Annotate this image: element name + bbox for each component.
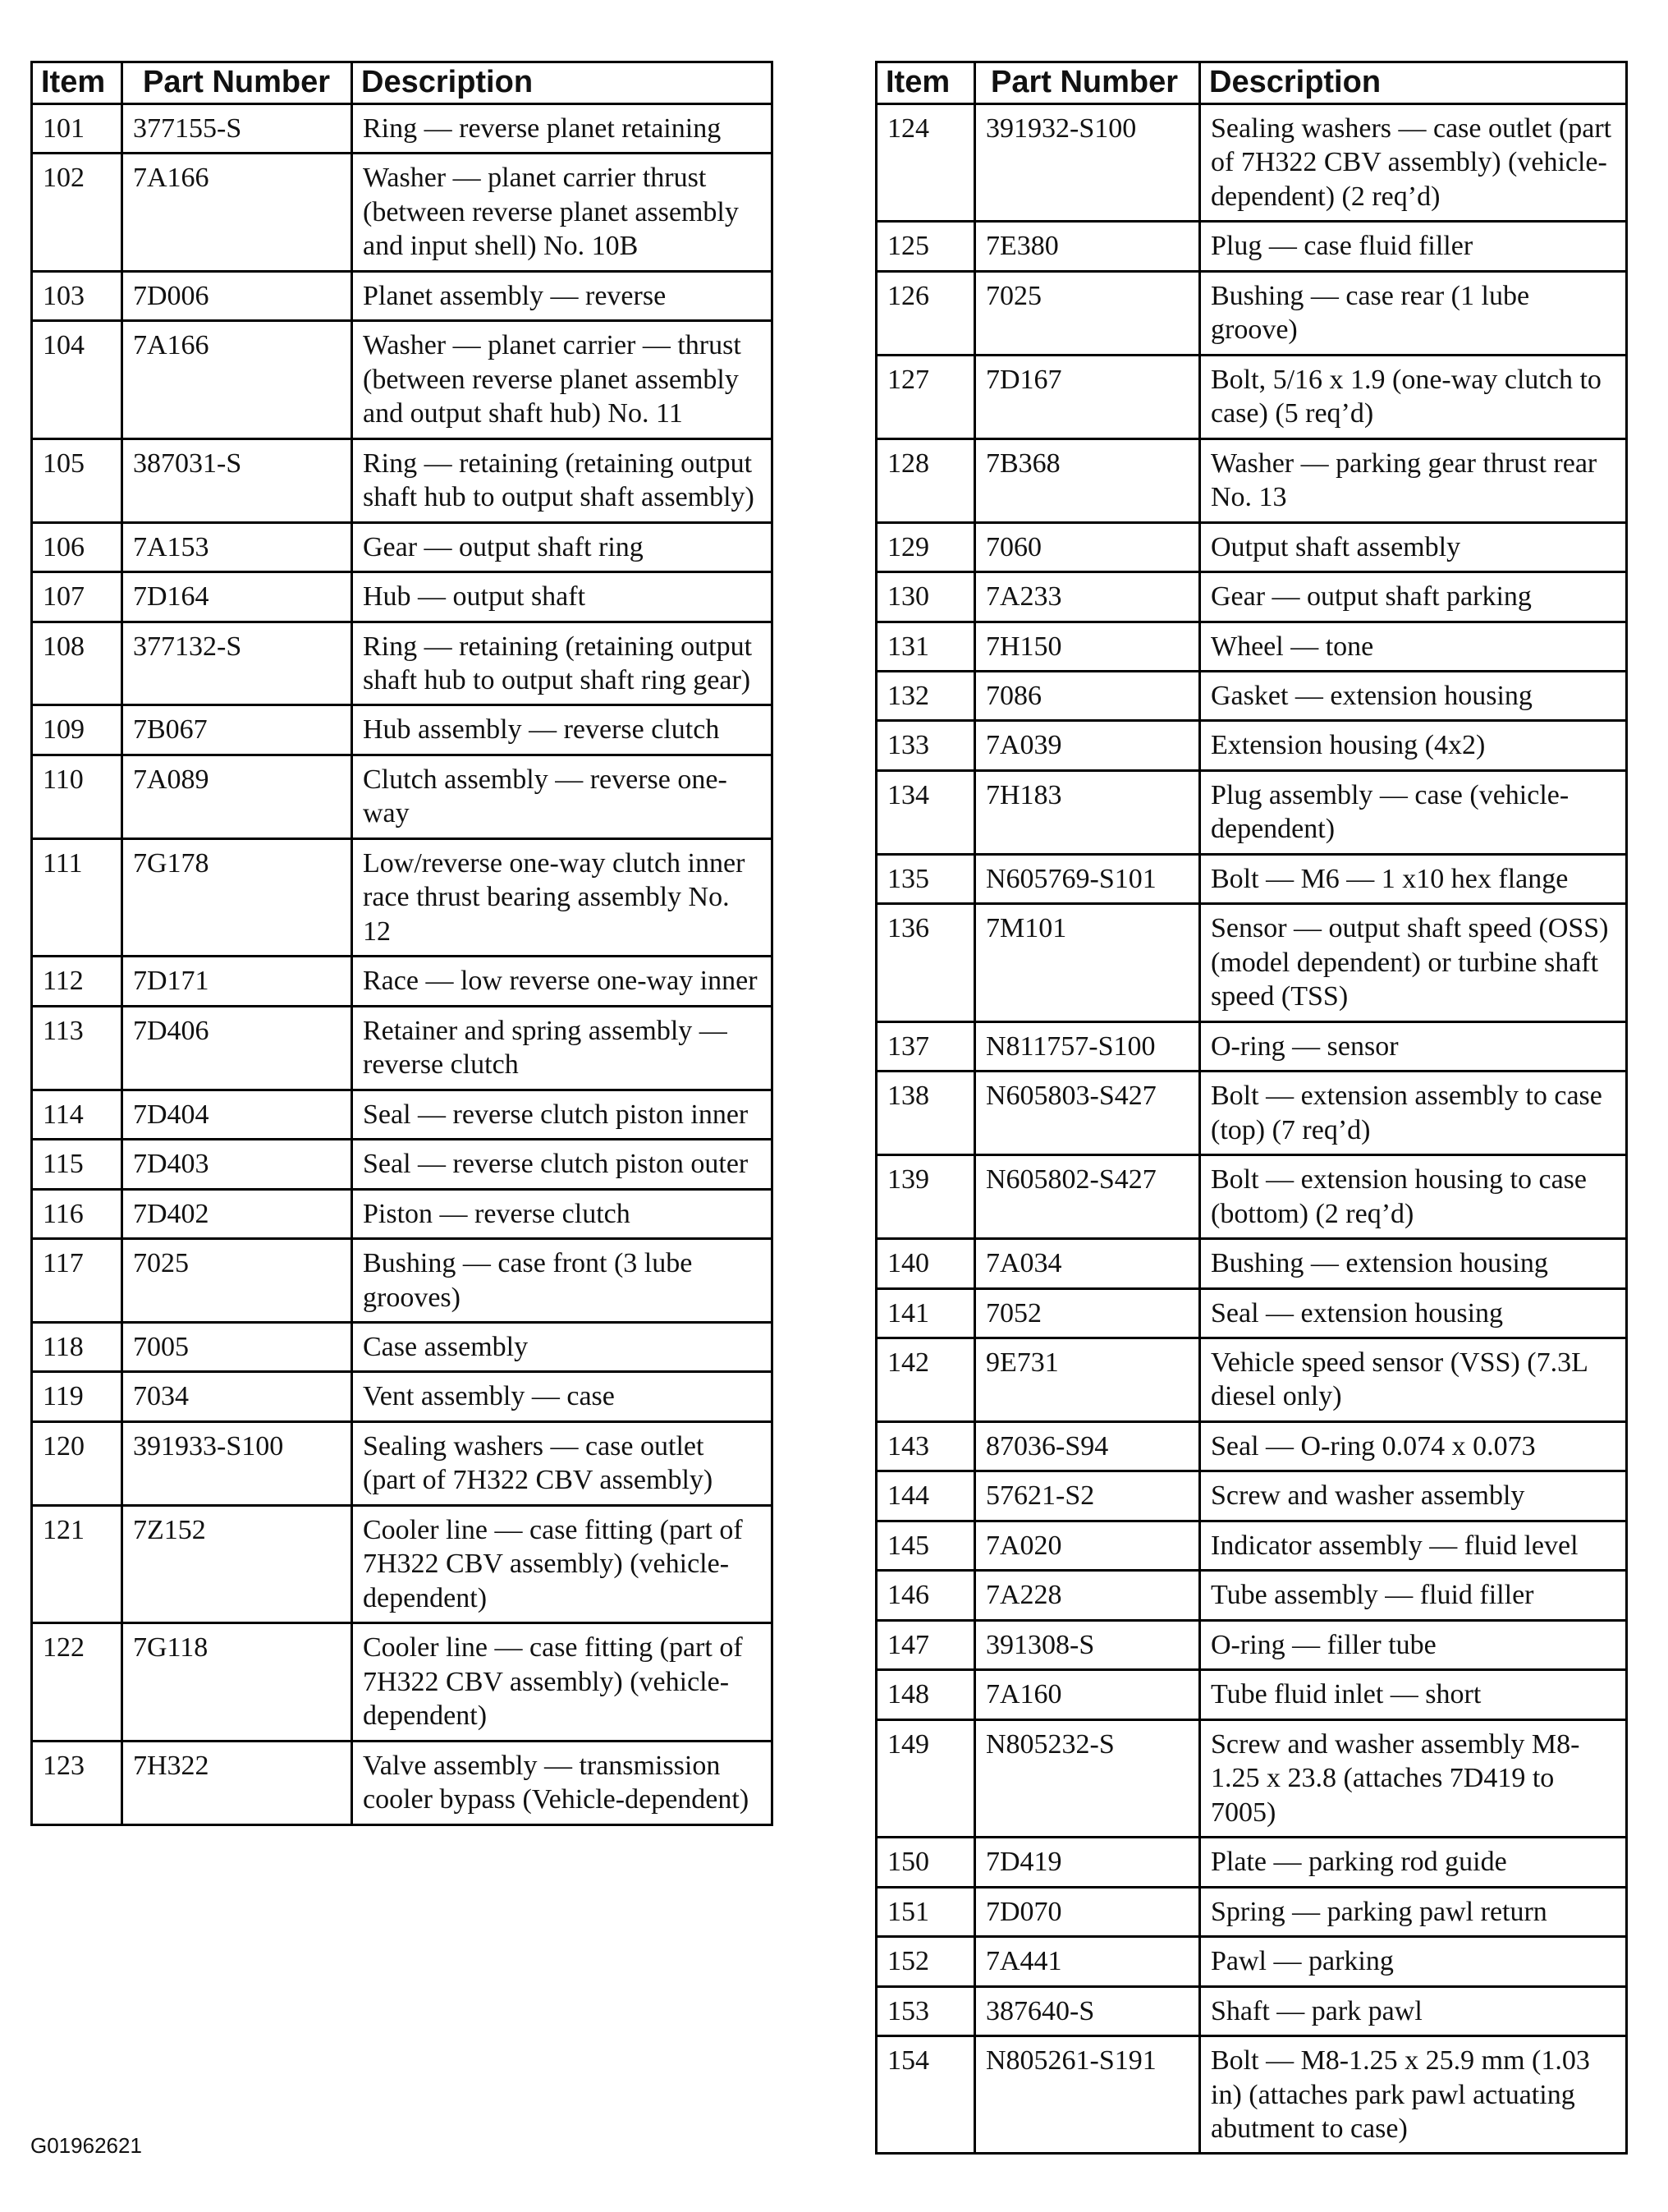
table-row [877,1887,1627,1936]
cell-part-number: 7D167 [975,355,1200,438]
cell-part-number: 7D403 [122,1140,352,1189]
cell-item: 130 [877,572,975,622]
cell-description: O-ring — sensor [1200,1021,1627,1071]
cell-description: Bolt — M8-1.25 x 25.9 mm (1.03 in) (attaches park pawl actuating abutment to case) [1211,2045,1590,2144]
table-row [877,1571,1627,1620]
table-row [32,522,772,571]
cell-item: 110 [32,755,122,838]
cell-description: Valve assembly — transmission cooler bypass (Vehicle-dependent) [363,1750,749,1815]
cell-description: Gear — output shaft parking [1200,572,1627,622]
table-row [877,1021,1627,1071]
cell-item: 107 [32,572,122,622]
cell-description: Hub assembly — reverse clutch [352,705,772,755]
cell-description: Sensor — output shaft speed (OSS) (model dependent) or turbine shaft speed (TSS) [1200,904,1627,1021]
table-row [32,1189,772,1238]
cell-part-number: 7A039 [975,721,1200,770]
cell-part-number: 7D006 [122,271,352,320]
cell-part-number: 7D406 [122,1006,352,1090]
cell-item: 132 [877,671,975,720]
cell-item: 148 [877,1670,975,1719]
cell-item: 112 [32,957,122,1006]
cell-part-number: N605803-S427 [975,1072,1200,1155]
cell-description: Retainer and spring assembly — reverse clutch [352,1006,772,1090]
cell-item: 137 [877,1021,975,1071]
table-row [32,1623,772,1741]
cell-description: Case assembly [352,1323,772,1372]
table-row [877,854,1627,903]
cell-part-number: 7A441 [975,1937,1200,1986]
cell-item: 121 [32,1505,122,1622]
cell-item: 135 [877,854,975,903]
cell-item: 136 [877,904,975,1021]
cell-description: Low/reverse one-way clutch inner race thrust bearing assembly No. 12 [352,838,772,956]
table-row [877,103,1627,221]
cell-part-number: 7A034 [975,1239,1200,1288]
cell-item: 101 [32,103,122,153]
cell-description: Cooler line — case fitting (part of 7H322 CBV assembly) (vehicle-dependent) [352,1623,772,1741]
cell-description: Vehicle speed sensor (VSS) (7.3L diesel only) [1200,1338,1627,1422]
parts-table-right [875,61,1628,2155]
cell-part-number: 7B368 [975,438,1200,522]
table-row [877,1239,1627,1288]
cell-description: Vent assembly — case [352,1372,772,1421]
cell-item: 152 [877,1937,975,1986]
header-item: Item [32,62,122,104]
cell-item: 109 [32,705,122,755]
cell-part-number: 391932-S100 [975,103,1200,221]
table-row [877,1338,1627,1422]
cell-description: Cooler line — case fitting (part of 7H322 CBV assembly) (vehicle-dependent) [352,1505,772,1622]
cell-item: 125 [877,222,975,271]
cell-description: Sealing washers — case outlet (part of 7H322 CBV assembly) (vehicle-dependent) (2 req’d) [1200,103,1627,221]
cell-description: Sealing washers — case outlet (part of 7H322 CBV assembly) [352,1421,772,1505]
cell-description: Bushing — case rear (1 lube groove) [1200,271,1627,355]
cell-part-number: 377155-S [122,103,352,153]
table-row [32,1421,772,1505]
cell-item: 111 [32,838,122,956]
cell-description: Plug assembly — case (vehicle-dependent) [1200,770,1627,854]
cell-item: 150 [877,1838,975,1887]
table-row [877,1719,1627,1837]
cell-description: Gasket — extension housing [1200,671,1627,720]
cell-description: Output shaft assembly [1200,522,1627,571]
cell-item: 144 [877,1471,975,1521]
cell-part-number: N805261-S191 [975,2036,1200,2154]
cell-description: Gear — output shaft ring [352,522,772,571]
cell-item: 126 [877,271,975,355]
cell-item: 113 [32,1006,122,1090]
cell-item: 142 [877,1338,975,1422]
cell-item: 123 [32,1741,122,1824]
cell-item: 119 [32,1372,122,1421]
cell-description: Screw and washer assembly M8-1.25 x 23.8 (attaches 7D419 to 7005) [1200,1719,1627,1837]
header-part-number: Part Number [122,62,352,104]
cell-part-number: N605769-S101 [975,854,1200,903]
cell-item: 151 [877,1887,975,1936]
cell-description: Screw and washer assembly [1200,1471,1627,1521]
cell-item: 128 [877,438,975,522]
header-item: Item [877,62,975,104]
cell-item: 102 [32,154,122,271]
table-row [32,1239,772,1323]
cell-part-number: 7A089 [122,755,352,838]
cell-description: Washer — planet carrier thrust (between reverse planet assembly and input shell) No. 10B [352,154,772,271]
cell-item: 104 [32,321,122,438]
table-row [877,622,1627,671]
table-row [877,1288,1627,1338]
cell-item: 103 [32,271,122,320]
cell-part-number: 7A153 [122,522,352,571]
cell-part-number: 9E731 [975,1338,1200,1422]
cell-description: Wheel — tone [1200,622,1627,671]
cell-item: 120 [32,1421,122,1505]
table-row [32,321,772,438]
cell-item: 106 [32,522,122,571]
table-row [32,705,772,755]
cell-description: Plate — parking rod guide [1200,1838,1627,1887]
cell-description: Extension housing (4x2) [1200,721,1627,770]
table-row [877,671,1627,720]
cell-part-number: 7A228 [975,1571,1200,1620]
cell-part-number: 7A020 [975,1521,1200,1570]
cell-item: 127 [877,355,975,438]
table-row [877,572,1627,622]
header-description: Description [1200,62,1627,104]
cell-item: 134 [877,770,975,854]
table-row [32,1323,772,1372]
cell-part-number: N605802-S427 [975,1155,1200,1239]
cell-part-number: 7D404 [122,1090,352,1139]
cell-item: 105 [32,438,122,522]
table-row [877,522,1627,571]
cell-part-number: N805232-S [975,1719,1200,1837]
table-row [877,721,1627,770]
table-row [32,622,772,705]
parts-table-left [30,61,773,1826]
cell-description: Bushing — case front (3 lube grooves) [352,1239,772,1323]
cell-part-number: 57621-S2 [975,1471,1200,1521]
cell-description: Pawl — parking [1200,1937,1627,1986]
cell-part-number: 377132-S [122,622,352,705]
cell-item: 108 [32,622,122,705]
table-header-row [32,62,772,104]
cell-description: Bolt — M6 — 1 x10 hex flange [1200,854,1627,903]
table-row [32,1140,772,1189]
cell-part-number: 7A166 [122,321,352,438]
cell-item: 141 [877,1288,975,1338]
cell-item: 122 [32,1623,122,1741]
cell-part-number: 87036-S94 [975,1421,1200,1471]
cell-item: 117 [32,1239,122,1323]
cell-item: 116 [32,1189,122,1238]
table-row [32,1741,772,1824]
cell-item: 145 [877,1521,975,1570]
table-row [877,1471,1627,1521]
cell-item: 153 [877,1986,975,2035]
cell-item: 133 [877,721,975,770]
table-row [32,1006,772,1090]
table-row [877,1670,1627,1719]
cell-part-number: 7025 [122,1239,352,1323]
cell-description: Clutch assembly — reverse one-way [352,755,772,838]
table-row [877,1155,1627,1239]
header-part-number: Part Number [975,62,1200,104]
table-row [877,1937,1627,1986]
cell-part-number: 7Z152 [122,1505,352,1622]
cell-description: Washer — parking gear thrust rear No. 13 [1200,438,1627,522]
cell-part-number: 387031-S [122,438,352,522]
cell-part-number: 7034 [122,1372,352,1421]
cell-part-number: 7H150 [975,622,1200,671]
table-row [877,355,1627,438]
header-description: Description [352,62,772,104]
cell-part-number: 7G118 [122,1623,352,1741]
cell-part-number: 7B067 [122,705,352,755]
cell-description: Seal — O-ring 0.074 x 0.073 [1200,1421,1627,1471]
cell-item: 114 [32,1090,122,1139]
table-row [877,271,1627,355]
cell-description: Bushing — extension housing [1200,1239,1627,1288]
cell-part-number: 7A233 [975,572,1200,622]
cell-part-number: 7G178 [122,838,352,956]
cell-item: 124 [877,103,975,221]
cell-part-number: 387640-S [975,1986,1200,2035]
cell-part-number: 391308-S [975,1620,1200,1669]
table-row [32,838,772,956]
cell-part-number: 7060 [975,522,1200,571]
table-row [32,572,772,622]
cell-item: 147 [877,1620,975,1669]
table-row [877,438,1627,522]
cell-item: 131 [877,622,975,671]
table-row [877,904,1627,1021]
cell-part-number: 7052 [975,1288,1200,1338]
cell-description: Bolt, 5/16 x 1.9 (one-way clutch to case) (5 req’d) [1200,355,1627,438]
table-row [32,957,772,1006]
cell-item: 118 [32,1323,122,1372]
cell-item: 146 [877,1571,975,1620]
cell-item: 140 [877,1239,975,1288]
cell-description: Plug — case fluid filler [1200,222,1627,271]
cell-item: 115 [32,1140,122,1189]
cell-part-number: 391933-S100 [122,1421,352,1505]
cell-description: Seal — reverse clutch piston outer [352,1140,772,1189]
cell-description: Spring — parking pawl return [1200,1887,1627,1936]
cell-part-number: 7D419 [975,1838,1200,1887]
cell-item: 129 [877,522,975,571]
table-row [32,1090,772,1139]
cell-description: Tube fluid inlet — short [1200,1670,1627,1719]
table-row [32,103,772,153]
table-row [877,1620,1627,1669]
table-row [877,2036,1627,2154]
cell-description: Race — low reverse one-way inner [352,957,772,1006]
table-row [877,1421,1627,1471]
cell-item: 154 [877,2036,975,2154]
cell-description: Ring — reverse planet retaining [352,103,772,153]
cell-item: 149 [877,1719,975,1837]
cell-description: Planet assembly — reverse [352,271,772,320]
cell-description: O-ring — filler tube [1200,1620,1627,1669]
cell-part-number: 7D164 [122,572,352,622]
cell-item: 139 [877,1155,975,1239]
cell-item: 143 [877,1421,975,1471]
cell-part-number: 7E380 [975,222,1200,271]
table-header-row [877,62,1627,104]
cell-part-number: 7005 [122,1323,352,1372]
cell-description: Ring — retaining (retaining output shaft hub to output shaft ring gear) [352,622,772,705]
table-row [877,1986,1627,2035]
cell-description: Washer — planet carrier — thrust (between reverse planet assembly and output shaft hub) No. 11 [352,321,772,438]
cell-part-number: 7086 [975,671,1200,720]
cell-part-number: 7A160 [975,1670,1200,1719]
table-row [32,1372,772,1421]
cell-part-number: 7H183 [975,770,1200,854]
cell-description: Indicator assembly — fluid level [1200,1521,1627,1570]
cell-item: 138 [877,1072,975,1155]
cell-description: Seal — reverse clutch piston inner [352,1090,772,1139]
table-row [877,222,1627,271]
cell-part-number: 7M101 [975,904,1200,1021]
cell-description: Ring — retaining (retaining output shaft hub to output shaft assembly) [352,438,772,522]
cell-part-number: 7A166 [122,154,352,271]
cell-part-number: 7H322 [122,1741,352,1824]
cell-part-number: 7D402 [122,1189,352,1238]
table-row [877,1072,1627,1155]
cell-description: Bolt — extension housing to case (bottom) (2 req’d) [1200,1155,1627,1239]
cell-part-number: N811757-S100 [975,1021,1200,1071]
cell-part-number: 7D171 [122,957,352,1006]
cell-description: Tube assembly — fluid filler [1200,1571,1627,1620]
table-row [32,1505,772,1622]
table-row [32,755,772,838]
table-row [32,154,772,271]
cell-description: Piston — reverse clutch [352,1189,772,1238]
cell-description: Shaft — park pawl [1200,1986,1627,2035]
figure-code: G01962621 [30,2133,142,2158]
cell-description: Bolt — extension assembly to case (top) (7 req’d) [1200,1072,1627,1155]
table-row [877,770,1627,854]
table-row [877,1521,1627,1570]
cell-description: Seal — extension housing [1200,1288,1627,1338]
cell-part-number: 7D070 [975,1887,1200,1936]
table-row [32,271,772,320]
table-row [32,438,772,522]
cell-description: Hub — output shaft [352,572,772,622]
cell-part-number: 7025 [975,271,1200,355]
table-row [877,1838,1627,1887]
